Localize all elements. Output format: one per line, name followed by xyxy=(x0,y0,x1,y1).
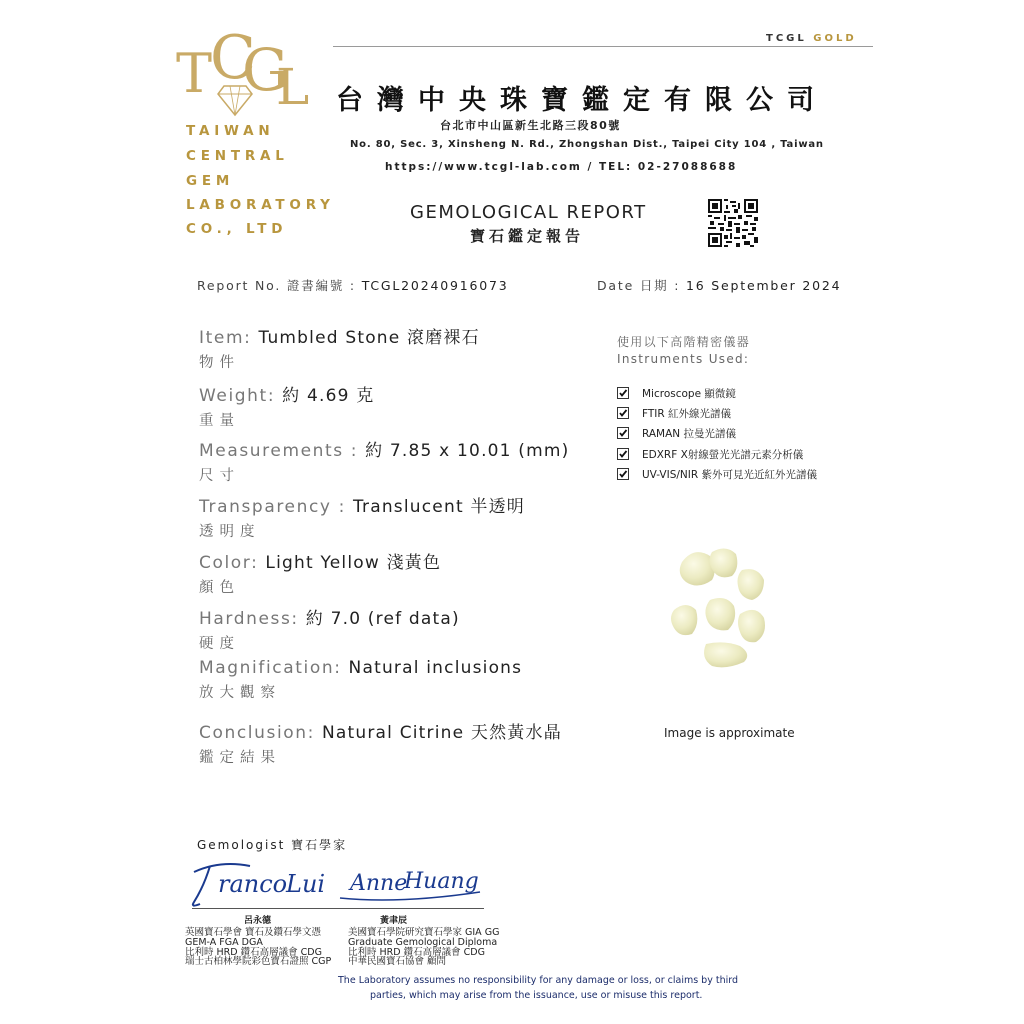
field-weight: Weight: 約 4.69 克 重量 xyxy=(199,386,375,429)
company-address-en: No. 80, Sec. 3, Xinsheng N. Rd., Zhongshan Dist., Taipei City 104 , Taiwan xyxy=(350,139,824,150)
report-title-en: GEMOLOGICAL REPORT xyxy=(410,202,647,223)
lab-name-line: LABORATORY xyxy=(186,197,335,213)
company-address-zh: 台北市中山區新生北路三段80號 xyxy=(440,119,621,132)
svg-text:Anne: Anne xyxy=(350,871,408,896)
gemologist-name: 呂永德 xyxy=(244,916,272,926)
instrument-item: UV-VIS/NIR 紫外可見光近紅外光譜儀 xyxy=(617,467,817,481)
gemologist-name: 黃聿辰 xyxy=(380,916,408,926)
tcgl-logo xyxy=(176,20,316,120)
svg-text:C: C xyxy=(210,23,256,93)
header-divider xyxy=(333,46,873,47)
signature-line xyxy=(192,908,484,909)
disclaimer-line: The Laboratory assumes no responsibility for any damage or loss, or claims by third xyxy=(338,975,739,986)
instrument-item: RAMAN 拉曼光譜儀 xyxy=(617,426,736,440)
field-measurements: Measurements : 約 7.85 x 10.01 (mm) 尺寸 xyxy=(199,441,570,484)
checkbox-checked-icon xyxy=(617,427,629,439)
gemologist-signatures xyxy=(180,852,500,914)
instrument-item: Microscope 顯微鏡 xyxy=(617,386,736,400)
lab-name-line: CO., LTD xyxy=(186,221,288,237)
lab-name-line: CENTRAL xyxy=(186,148,289,164)
report-title-zh: 寶石鑑定報告 xyxy=(470,227,585,245)
lab-name-line: TAIWAN xyxy=(186,123,275,139)
qr-code-icon xyxy=(708,199,758,247)
gemologist-label: Gemologist 寶石學家 xyxy=(197,838,348,852)
brand-tag: TCGL GOLD xyxy=(766,33,857,44)
field-hardness: Hardness: 約 7.0 (ref data) 硬度 xyxy=(199,609,460,652)
svg-text:Lui: Lui xyxy=(286,870,326,898)
svg-text:G: G xyxy=(242,36,289,104)
instrument-item: FTIR 紅外線光譜儀 xyxy=(617,406,731,420)
report-date: Date 日期 : 16 September 2024 xyxy=(597,278,842,293)
svg-text:L: L xyxy=(276,58,310,116)
field-transparency: Transparency : Translucent 半透明 透明度 xyxy=(199,497,526,540)
company-web-tel: https://www.tcgl-lab.com / TEL: 02-27088688 xyxy=(385,161,738,173)
field-color: Color: Light Yellow 淺黃色 顏色 xyxy=(199,553,442,596)
instruments-heading: 使用以下高階精密儀器 Instruments Used: xyxy=(617,335,751,366)
svg-text:ranco: ranco xyxy=(218,870,288,898)
field-conclusion: Conclusion: Natural Citrine 天然黃水晶 鑑定結果 xyxy=(199,723,562,766)
checkbox-checked-icon xyxy=(617,407,629,419)
gemologist-credentials: 英國寶石學會 寶石及鑽石學文憑 GEM-A FGA DGA 比利時 HRD 鑽石高層議會 CDG 瑞士古柏林學院彩色寶石證照 CGP xyxy=(185,927,332,968)
svg-text:T: T xyxy=(176,42,213,105)
citrine-stones-image xyxy=(660,540,800,680)
instrument-item: EDXRF X射線螢光光譜元素分析儀 xyxy=(617,447,803,461)
image-caption: Image is approximate xyxy=(664,726,795,740)
company-name-zh: 台灣中央珠寶鑑定有限公司 xyxy=(336,85,828,116)
checkbox-checked-icon xyxy=(617,468,629,480)
field-magnification: Magnification: Natural inclusions 放大觀察 xyxy=(199,658,523,701)
checkbox-checked-icon xyxy=(617,387,629,399)
disclaimer-line: parties, which may arise from the issuance, use or misuse this report. xyxy=(370,990,703,1001)
svg-text:Huang: Huang xyxy=(404,869,479,894)
checkbox-checked-icon xyxy=(617,448,629,460)
lab-name-line: GEM xyxy=(186,173,235,189)
gemologist-credentials: 美國寶石學院研究寶石學家 GIA GG Graduate Gemological Diploma 比利時 HRD 鑽石高層議會 CDG 中華民國寶石協會 顧問 xyxy=(348,927,500,968)
field-item: Item: Tumbled Stone 滾磨裸石 物件 xyxy=(199,328,480,371)
report-number: Report No. 證書編號 : TCGL20240916073 xyxy=(197,278,509,293)
